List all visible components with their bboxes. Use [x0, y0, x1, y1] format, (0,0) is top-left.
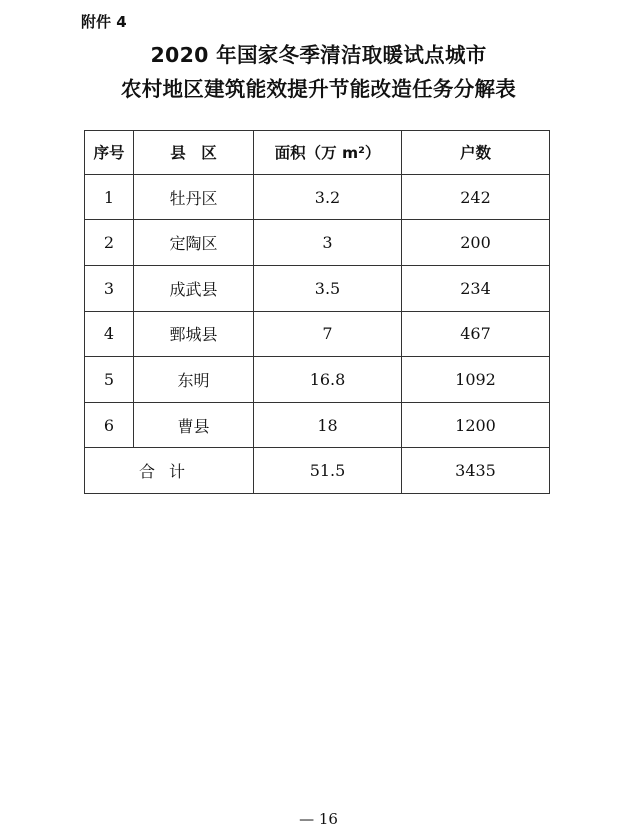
cell-county: 鄄城县: [134, 311, 254, 357]
cell-area: 3.5: [254, 265, 402, 311]
table-row: [85, 311, 550, 357]
total-label: 合计: [85, 448, 254, 494]
task-table: [84, 130, 550, 494]
table-row: [85, 220, 550, 266]
cell-households: 1092: [402, 357, 550, 403]
cell-no: 5: [85, 357, 134, 403]
cell-area: 3: [254, 220, 402, 266]
table-header-row: [85, 131, 550, 175]
table-total-row: [85, 448, 550, 494]
table-row: [85, 174, 550, 220]
cell-no: 4: [85, 311, 134, 357]
cell-county: 曹县: [134, 402, 254, 448]
title-line-1: 2020 年国家冬季清洁取暖试点城市: [150, 43, 487, 67]
cell-households: 1200: [402, 402, 550, 448]
table-row: [85, 357, 550, 403]
header-county: 县 区: [134, 131, 254, 175]
cell-no: 1: [85, 174, 134, 220]
cell-households: 234: [402, 265, 550, 311]
cell-county: 成武县: [134, 265, 254, 311]
table-row: [85, 402, 550, 448]
cell-no: 3: [85, 265, 134, 311]
cell-area: 3.2: [254, 174, 402, 220]
cell-county: 定陶区: [134, 220, 254, 266]
attachment-label: 附件 4: [81, 13, 127, 31]
cell-county: 东明: [134, 357, 254, 403]
cell-no: 6: [85, 402, 134, 448]
header-no: 序号: [85, 131, 134, 175]
cell-county: 牡丹区: [134, 174, 254, 220]
cell-no: 2: [85, 220, 134, 266]
cell-area: 16.8: [254, 357, 402, 403]
cell-area: 18: [254, 402, 402, 448]
total-area: 51.5: [254, 448, 402, 494]
title-line-2: 农村地区建筑能效提升节能改造任务分解表: [120, 77, 517, 101]
cell-households: 467: [402, 311, 550, 357]
total-households: 3435: [402, 448, 550, 494]
cell-households: 242: [402, 174, 550, 220]
page-number: — 16: [299, 810, 338, 828]
table-row: [85, 265, 550, 311]
header-area: 面积（万 m²）: [254, 131, 402, 175]
cell-area: 7: [254, 311, 402, 357]
cell-households: 200: [402, 220, 550, 266]
header-households: 户数: [402, 131, 550, 175]
